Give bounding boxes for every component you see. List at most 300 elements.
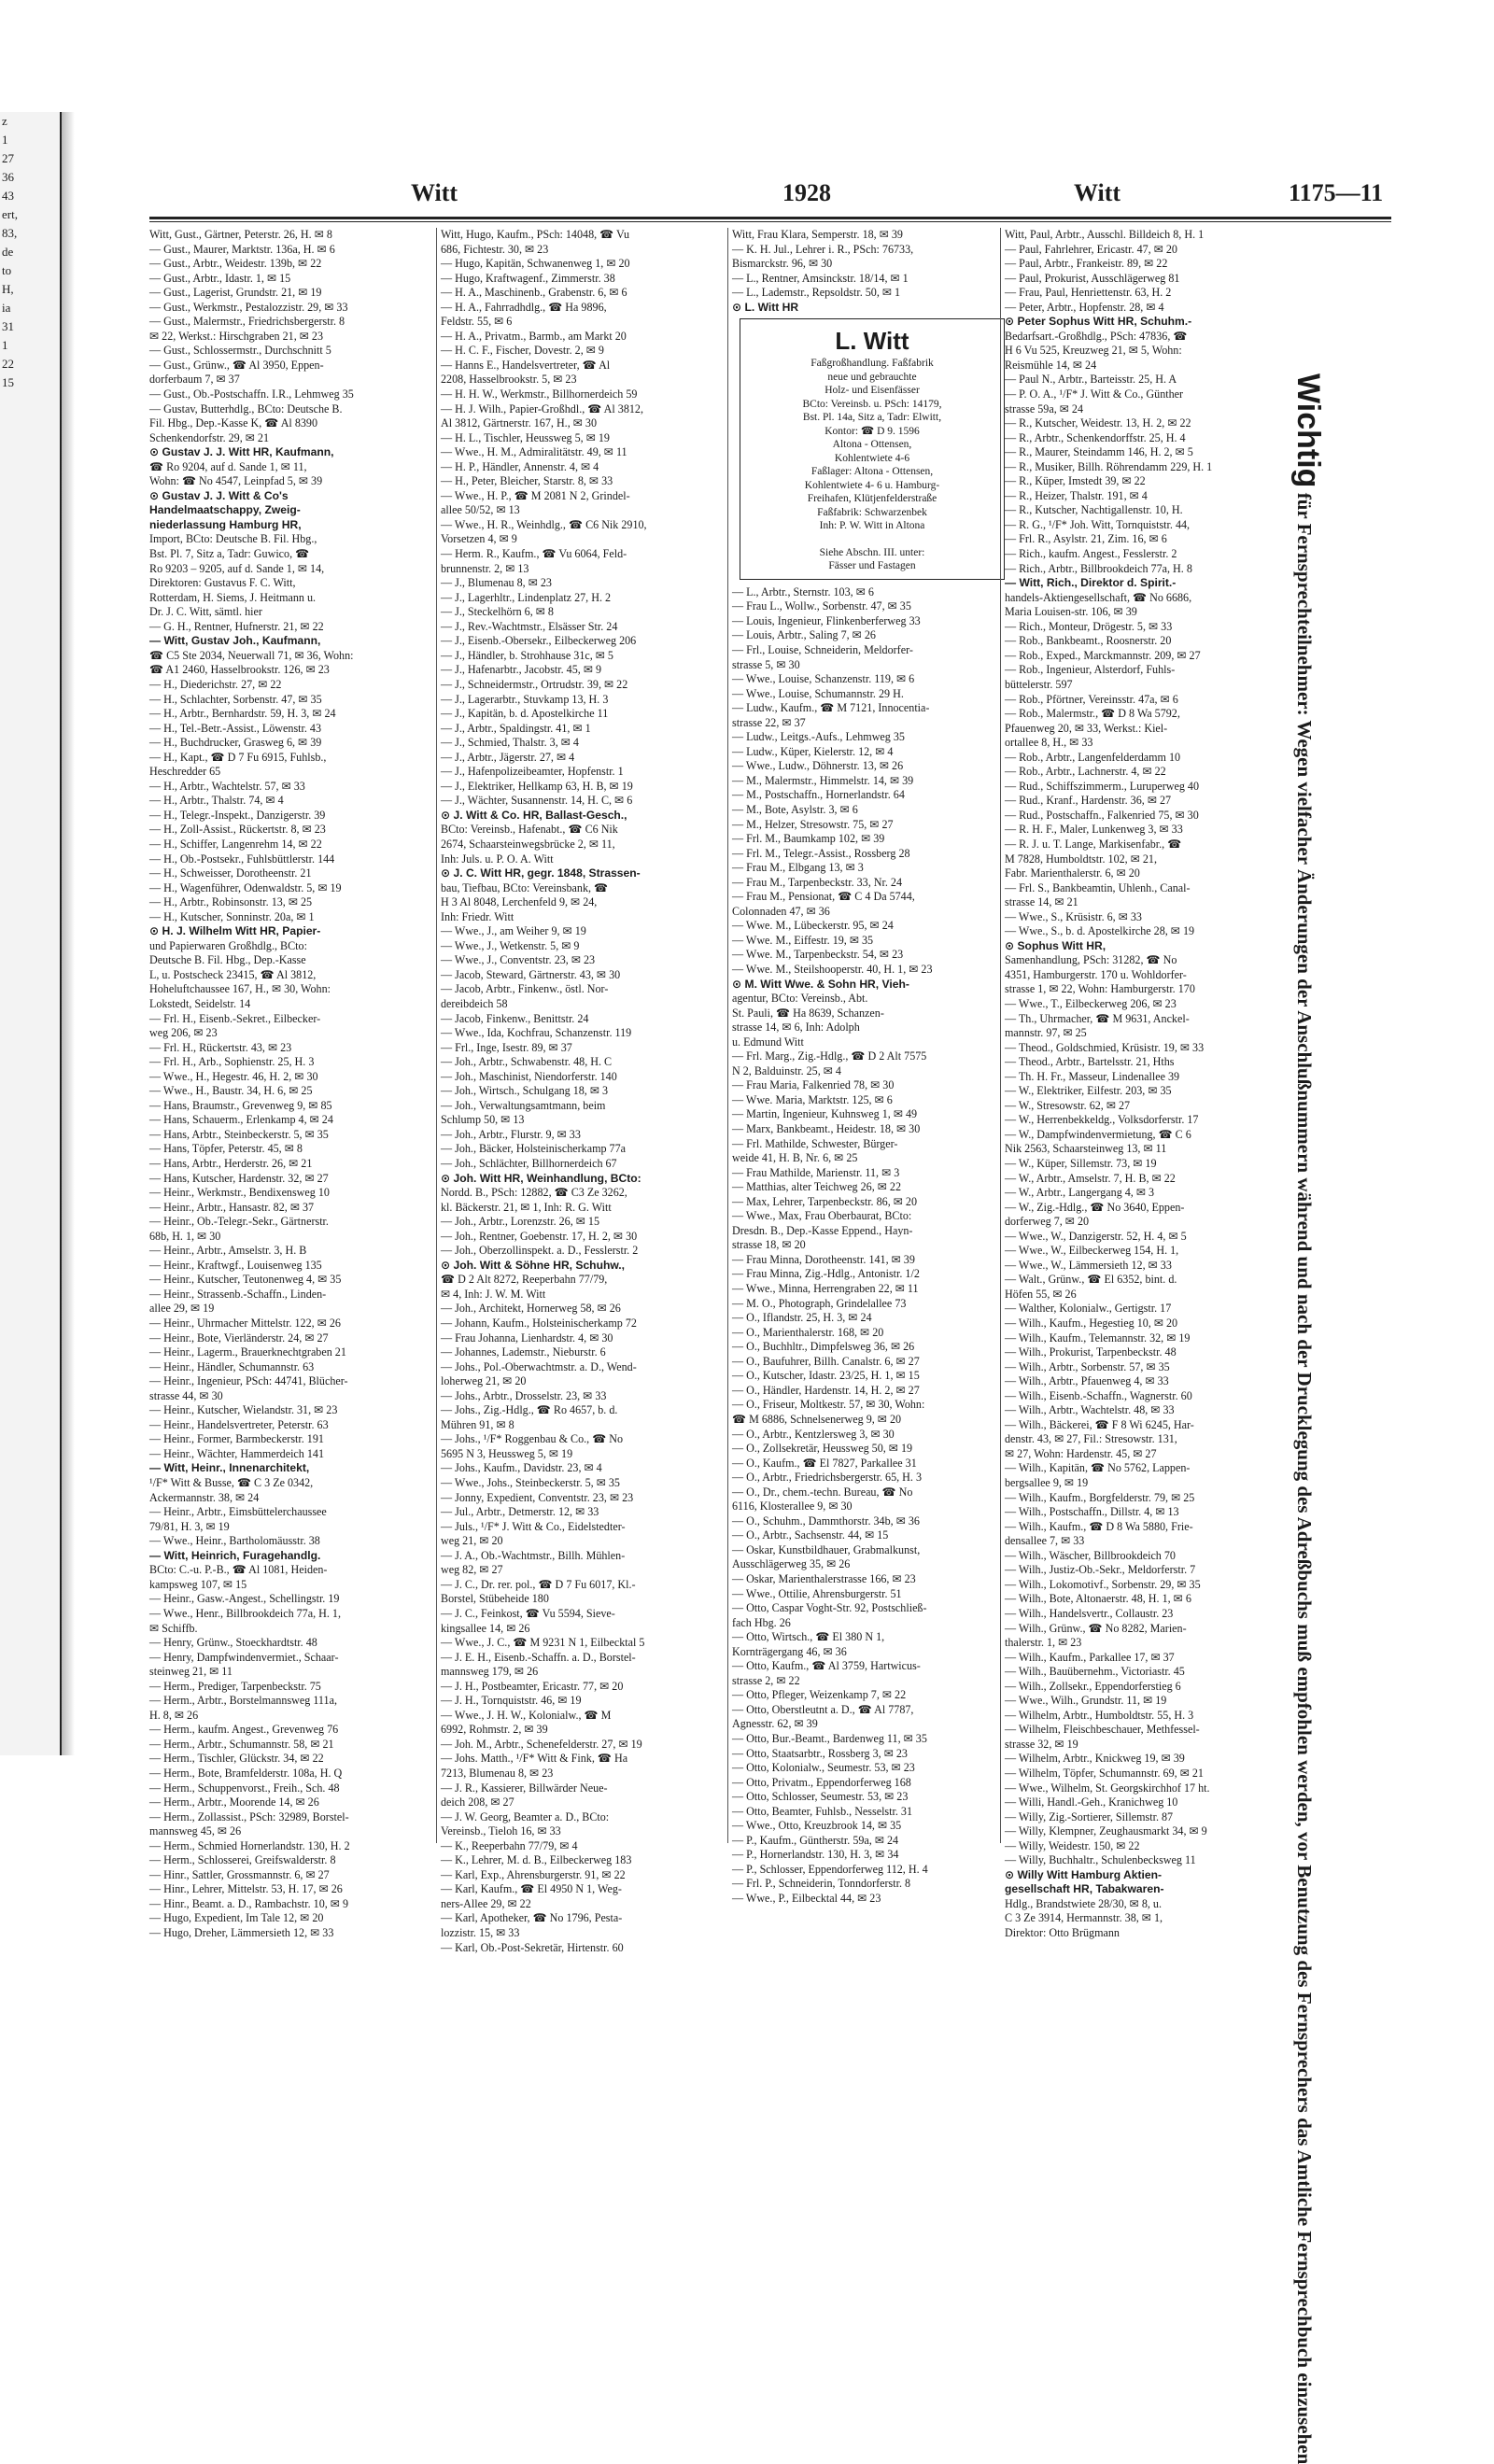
directory-entry: — Johs., Arbtr., Drosselstr. 23, ✉ 33 <box>441 1388 607 1402</box>
directory-entry: — L., Rentner, Amsinckstr. 18/14, ✉ 1 <box>732 271 909 285</box>
directory-entry: — W., Stresowstr. 62, ✉ 27 <box>1005 1098 1131 1112</box>
directory-entry: — G. H., Rentner, Hufnerstr. 21, ✉ 22 <box>149 619 324 633</box>
directory-entry: 68b, H. 1, ✉ 30 <box>149 1229 221 1243</box>
directory-entry: — Heinr., Kutscher, Wielandstr. 31, ✉ 23 <box>149 1403 338 1417</box>
directory-entry: — Wwe., Johs., Steinbeckerstr. 5, ✉ 35 <box>441 1476 620 1490</box>
directory-entry: — Wilh., Prokurist, Tarpenbeckstr. 48 <box>1005 1345 1177 1359</box>
directory-entry: — R., Küper, Imstedt 39, ✉ 22 <box>1005 474 1146 488</box>
header-rule-thin <box>149 221 1391 222</box>
running-header <box>411 179 1391 217</box>
directory-entry: — Herm., Arbtr., Borstelmannsweg 111a, <box>149 1694 337 1708</box>
directory-entry: — Otto, Beamter, Fuhlsb., Nesselstr. 31 <box>732 1804 913 1818</box>
advertisement-line: Faßfabrik: Schwarzenbek <box>817 506 927 518</box>
directory-entry: — H., Schweisser, Dorotheenstr. 21 <box>149 866 312 880</box>
directory-entry: — J. H., Postbeamter, Ericastr. 77, ✉ 20 <box>441 1679 624 1693</box>
directory-entry: — Heinr., Ingenieur, PSch: 44741, Blücher- <box>149 1374 348 1388</box>
directory-entry: — O., Dr., chem.-techn. Bureau, ☎ No <box>732 1485 913 1499</box>
directory-entry: — Johs., Pol.-Oberwachtmstr. a. D., Wend- <box>441 1359 637 1373</box>
directory-entry: — Wwe., P., Eilbecktal 44, ✉ 23 <box>732 1892 881 1905</box>
directory-entry: fach Hbg. 26 <box>732 1615 791 1629</box>
directory-entry: — W., Arbtr., Amselstr. 7, H. B, ✉ 22 <box>1005 1171 1176 1185</box>
directory-entry: H. 8, ✉ 26 <box>149 1708 199 1722</box>
directory-entry: — Gust., Schlossermstr., Durchschnitt 5 <box>149 344 331 358</box>
directory-entry: — Joh., Arbtr., Lorenzstr. 26, ✉ 15 <box>441 1215 600 1229</box>
directory-entry: — Heinr., Handelsvertreter, Peterstr. 63 <box>149 1417 329 1431</box>
side-notice <box>1290 373 1326 2464</box>
directory-entry: — O., Buchhltr., Dimpfelsweg 36, ✉ 26 <box>732 1340 915 1354</box>
left-page-fragment: z <box>2 114 7 128</box>
directory-entry: — Gust., Lagerist, Grundstr. 21, ✉ 19 <box>149 286 322 300</box>
directory-entry: — Gust., Werkmstr., Pestalozzistr. 29, ✉ 33 <box>149 300 348 314</box>
directory-entry: — R., Arbtr., Schenkendorffstr. 25, H. 4 <box>1005 430 1186 444</box>
directory-entry: kingsallee 14, ✉ 26 <box>441 1621 530 1635</box>
directory-entry: — Frl. M., Telegr.-Assist., Rossberg 28 <box>732 846 910 860</box>
directory-entry: ✉ 22, Werkst.: Hirschgraben 21, ✉ 23 <box>149 329 323 343</box>
directory-entry: — R., Kutscher, Nachtigallenstr. 10, H. <box>1005 503 1183 517</box>
directory-entry: — Wwe. M., Eiffestr. 19, ✉ 35 <box>732 933 874 947</box>
directory-entry: — Rob., Arbtr., Lachnerstr. 4, ✉ 22 <box>1005 765 1166 779</box>
directory-entry: strasse 32, ✉ 19 <box>1005 1737 1078 1751</box>
directory-entry: — Joh., Maschinist, Niendorferstr. 140 <box>441 1069 617 1083</box>
directory-entry: Witt, Frau Klara, Semperstr. 18, ✉ 39 <box>732 228 903 241</box>
directory-entry: — Wwe., J. C., ☎ M 9231 N 1, Eilbecktal 5 <box>441 1636 645 1650</box>
directory-entry: — Frau, Paul, Henriettenstr. 63, H. 2 <box>1005 286 1172 300</box>
directory-entry: Reismühle 14, ✉ 24 <box>1005 358 1097 372</box>
directory-entry: Al 3812, Gärtnerstr. 167, H., ✉ 30 <box>441 416 597 430</box>
directory-entry: — Wwe. Maria, Marktstr. 125, ✉ 6 <box>732 1092 893 1106</box>
directory-entry: — H. J. Wilh., Papier-Großhdl., ☎ Al 3812, <box>441 401 644 415</box>
directory-entry: — H. H. W., Werkmstr., Billhornerdeich 59 <box>441 387 638 401</box>
advertisement-line: Freihafen, Klütjenfelderstraße <box>807 493 937 505</box>
directory-entry: Ausschlägerweg 35, ✉ 26 <box>732 1557 851 1571</box>
directory-entry: — O., Marienthalerstr. 168, ✉ 20 <box>732 1325 884 1339</box>
directory-entry: — Otto, Kolonialw., Seumestr. 53, ✉ 23 <box>732 1761 915 1775</box>
directory-entry: ⊙ J. Witt & Co. HR, Ballast-Gesch., <box>441 808 627 822</box>
directory-entry: — H., Arbtr., Thalstr. 74, ✉ 4 <box>149 794 284 808</box>
directory-entry: — O., Schuhm., Dammthorstr. 34b, ✉ 36 <box>732 1514 920 1528</box>
directory-entry: — Hans, Schauerm., Erlenkamp 4, ✉ 24 <box>149 1113 333 1127</box>
directory-entry: — Wilh., Eisenb.-Schaffn., Wagnerstr. 60 <box>1005 1388 1192 1402</box>
directory-entry: — Wwe., S., b. d. Apostelkirche 28, ✉ 19 <box>1005 924 1195 938</box>
directory-entry: Dresdn. B., Dep.-Kasse Eppend., Hayn- <box>732 1223 913 1237</box>
column-4 <box>1005 228 1285 1939</box>
directory-entry: — Jacob, Arbtr., Finkenw., östl. Nor- <box>441 982 609 996</box>
book-spine <box>62 112 75 1755</box>
directory-entry: — Gust., Arbtr., Weidestr. 139b, ✉ 22 <box>149 257 322 271</box>
directory-entry: BCto: C.-u. P.-B., ☎ Al 1081, Heiden- <box>149 1563 328 1577</box>
advertisement-box <box>740 318 1005 580</box>
header-rule <box>149 217 1391 219</box>
directory-entry: — J., Lagerarbtr., Stuvkamp 13, H. 3 <box>441 692 609 706</box>
directory-entry: — Gustav, Butterhdlg., BCto: Deutsche B. <box>149 401 343 415</box>
directory-entry: — Otto, Pfleger, Weizenkamp 7, ✉ 22 <box>732 1688 907 1702</box>
directory-page <box>93 103 1410 1954</box>
directory-entry: — J. E. H., Eisenb.-Schaffn. a. D., Borstel- <box>441 1650 636 1664</box>
directory-entry: — O., Iflandstr. 25, H. 3, ✉ 24 <box>732 1311 872 1325</box>
directory-entry: — Johann, Kaufm., Holsteinischerkamp 72 <box>441 1316 637 1331</box>
directory-entry: — Joh., Wirtsch., Schulgang 18, ✉ 3 <box>441 1084 609 1098</box>
directory-entry: — Wwe., T., Eilbeckerweg 206, ✉ 23 <box>1005 996 1177 1010</box>
directory-entry: — M., Malermstr., Himmelstr. 14, ✉ 39 <box>732 773 914 787</box>
directory-entry: strasse 2, ✉ 22 <box>732 1673 800 1687</box>
directory-entry: — Wwe., Wilhelm, St. Georgskirchhof 17 ht. <box>1005 1781 1210 1795</box>
left-page-fragment: 27 <box>2 151 14 165</box>
directory-entry: — Joh., Arbtr., Flurstr. 9, ✉ 33 <box>441 1127 581 1141</box>
directory-entry: — H., Diederichstr. 27, ✉ 22 <box>149 677 282 691</box>
directory-entry: ⊙ J. C. Witt HR, gegr. 1848, Strassen- <box>441 866 641 880</box>
directory-entry: mannsweg 179, ✉ 26 <box>441 1665 539 1679</box>
directory-entry: — M., Postschaffn., Hornerlandstr. 64 <box>732 788 905 802</box>
directory-entry: — Heinr., Uhrmacher Mittelstr. 122, ✉ 26 <box>149 1316 341 1331</box>
directory-entry: — Louis, Ingenieur, Flinkenberferweg 33 <box>732 613 921 627</box>
directory-entry: — Otto, Wirtsch., ☎ El 380 N 1, <box>732 1630 885 1644</box>
directory-entry: — R. J. u. T. Lange, Markisenfabr., ☎ <box>1005 837 1182 851</box>
directory-entry: 4351, Hamburgerstr. 170 u. Wohldorfer- <box>1005 967 1187 981</box>
directory-entry: — H. P., Händler, Annenstr. 4, ✉ 4 <box>441 459 599 473</box>
directory-entry: — Willy, Weidestr. 150, ✉ 22 <box>1005 1838 1140 1852</box>
directory-entry: — O., Kaufm., ☎ El 7827, Parkallee 31 <box>732 1456 917 1470</box>
directory-entry: — Marx, Bankbeamt., Heidestr. 18, ✉ 30 <box>732 1122 921 1136</box>
directory-entry: — Hans, Arbtr., Steinbeckerstr. 5, ✉ 35 <box>149 1127 329 1141</box>
directory-entry: — Joh., Rentner, Goebenstr. 17, H. 2, ✉ 30 <box>441 1229 638 1243</box>
directory-entry: — Wilh., Arbtr., Wachtelstr. 48, ✉ 33 <box>1005 1403 1175 1417</box>
directory-entry: — Wwe., J., Conventstr. 23, ✉ 23 <box>441 953 596 967</box>
directory-entry: — Hans, Arbtr., Herderstr. 26, ✉ 21 <box>149 1157 313 1170</box>
directory-entry: — Karl, Ob.-Post-Sekretär, Hirtenstr. 60 <box>441 1940 624 1954</box>
directory-entry: — L., Lademstr., Repsoldstr. 50, ✉ 1 <box>732 286 901 300</box>
directory-entry: — R., Heizer, Thalstr. 191, ✉ 4 <box>1005 488 1148 502</box>
left-page-fragment: de <box>2 245 14 259</box>
directory-entry: — Frau M., Pensionat, ☎ C 4 Da 5744, <box>732 890 915 904</box>
directory-entry: — Heinr., Kraftwgf., Louisenweg 135 <box>149 1258 322 1272</box>
directory-entry: M 7828, Humboldtstr. 102, ✉ 21, <box>1005 852 1157 866</box>
directory-entry: L, u. Postscheck 23415, ☎ Al 3812, <box>149 967 317 981</box>
directory-entry: — Johs., Kaufm., Davidstr. 23, ✉ 4 <box>441 1461 602 1475</box>
directory-entry: — Heinr., Arbtr., Hansastr. 82, ✉ 37 <box>149 1200 315 1214</box>
directory-entry: — Herm., Arbtr., Moorende 14, ✉ 26 <box>149 1795 319 1809</box>
directory-entry: Fil. Hbg., Dep.-Kasse K, ☎ Al 8390 <box>149 416 318 430</box>
directory-entry: — Gust., Arbtr., Idastr. 1, ✉ 15 <box>149 271 291 285</box>
directory-entry: — Joh., Bäcker, Holsteinischerkamp 77a <box>441 1142 627 1156</box>
directory-entry: — Herm., Zollassist., PSch: 32989, Borstel- <box>149 1809 349 1823</box>
directory-entry: — Wilh., Postschaffn., Dillstr. 4, ✉ 13 <box>1005 1505 1179 1519</box>
directory-entry: — Wwe., Ida, Kochfrau, Schanzenstr. 119 <box>441 1026 632 1040</box>
directory-entry: — Otto, Caspar Voght-Str. 92, Postschließ- <box>732 1601 927 1615</box>
left-page-fragment: 36 <box>2 170 14 184</box>
directory-entry: — Hugo, Dreher, Lämmersieth 12, ✉ 33 <box>149 1925 334 1939</box>
directory-entry: gesellschaft HR, Tabakwaren- <box>1005 1882 1164 1896</box>
directory-entry: — Wwe., H. P., ☎ M 2081 N 2, Grindel- <box>441 488 630 502</box>
directory-entry: — Wwe. M., Tarpenbeckstr. 54, ✉ 23 <box>732 948 904 962</box>
directory-entry: — L., Arbtr., Sternstr. 103, ✉ 6 <box>732 584 874 598</box>
directory-entry: — Frl. Marg., Zig.-Hdlg., ☎ D 2 Alt 7575 <box>732 1049 927 1063</box>
directory-entry: — Wwe., Henr., Billbrookdeich 77a, H. 1, <box>149 1606 341 1620</box>
directory-entry: — H., Wagenführer, Odenwaldstr. 5, ✉ 19 <box>149 880 342 894</box>
directory-entry: — Wwe., J. H. W., Kolonialw., ☎ M <box>441 1708 612 1722</box>
advertisement-line: Altona - Ottensen, <box>832 439 912 451</box>
directory-entry: Lokstedt, Seidelstr. 14 <box>149 996 251 1010</box>
directory-entry: — Louis, Arbtr., Saling 7, ✉ 26 <box>732 628 876 642</box>
directory-entry: — Wilh., Kapitän, ☎ No 5762, Lappen- <box>1005 1461 1191 1475</box>
directory-entry: — H., Arbtr., Bernhardstr. 59, H. 3, ✉ 24 <box>149 707 336 721</box>
left-page-fragment: H, <box>2 282 14 296</box>
directory-entry: — H., Tel.-Betr.-Assist., Löwenstr. 43 <box>149 721 322 735</box>
directory-entry: — P., Schlosser, Eppendorferweg 112, H. 4 <box>732 1862 928 1876</box>
directory-entry: — Joh., Oberzollinspekt. a. D., Fesslerstr. 2 <box>441 1244 639 1258</box>
directory-entry: lozzistr. 15, ✉ 33 <box>441 1925 520 1939</box>
directory-entry: — Rud., Postschaffn., Falkenried 75, ✉ 30 <box>1005 808 1199 822</box>
directory-entry: — J., Blumenau 8, ✉ 23 <box>441 576 552 590</box>
directory-entry: — O., Arbtr., Friedrichsbergerstr. 65, H. 3 <box>732 1471 922 1485</box>
directory-entry: — Gust., Maurer, Marktstr. 136a, H. ✉ 6 <box>149 242 335 256</box>
directory-entry: — Wwe. M., Steilshooperstr. 40, H. 1, ✉ 23 <box>732 963 933 976</box>
directory-entry: strasse 14, ✉ 6, Inh: Adolph <box>732 1021 860 1035</box>
directory-entry: 686, Fichtestr. 30, ✉ 23 <box>441 242 549 256</box>
column-3 <box>732 228 1012 1905</box>
directory-entry: dorferbaum 7, ✉ 37 <box>149 373 240 387</box>
directory-entry: — M. O., Photograph, Grindelallee 73 <box>732 1296 907 1310</box>
directory-entry: — Paul N., Arbtr., Barteisstr. 25, H. A <box>1005 373 1177 387</box>
directory-entry: — Witt, Gustav Joh., Kaufmann, <box>149 634 321 648</box>
directory-entry: Hdlg., Brandstwiete 28/30, ✉ 8, u. <box>1005 1896 1163 1910</box>
directory-entry: — Theod., Goldschmied, Krüsistr. 19, ✉ 33 <box>1005 1040 1205 1054</box>
directory-entry: mannstr. 97, ✉ 25 <box>1005 1026 1087 1040</box>
directory-entry: ⊙ Joh. Witt HR, Weinhandlung, BCto: <box>441 1171 641 1185</box>
directory-entry: — Jacob, Finkenw., Benittstr. 24 <box>441 1011 589 1025</box>
directory-entry: — Wilh., Arbtr., Sorbenstr. 57, ✉ 35 <box>1005 1359 1170 1373</box>
directory-entry: ☎ D 2 Alt 8272, Reeperbahn 77/79, <box>441 1273 608 1287</box>
directory-entry: Fabr. Marienthalerstr. 6, ✉ 20 <box>1005 866 1140 880</box>
left-page-fragment: to <box>2 263 12 277</box>
directory-entry: — J., Hafenarbtr., Jacobstr. 45, ✉ 9 <box>441 663 602 677</box>
directory-entry: Heschredder 65 <box>149 765 221 779</box>
directory-entry: — Otto, Kaufm., ☎ Al 3759, Hartwicus- <box>732 1659 921 1673</box>
directory-entry: — H., Kapt., ☎ D 7 Fu 6915, Fuhlsb., <box>149 750 327 764</box>
side-notice-lead: Wichtig <box>1290 373 1326 488</box>
directory-entry: St. Pauli, ☎ Ha 8639, Schanzen- <box>732 1006 884 1020</box>
directory-entry: Maria Louisen-str. 106, ✉ 39 <box>1005 605 1137 619</box>
directory-entry: — Frl. M., Baumkamp 102, ✉ 39 <box>732 832 885 846</box>
directory-entry: — Joh., Architekt, Hornerweg 58, ✉ 26 <box>441 1302 621 1316</box>
directory-entry: — Ludw., Leitgs.-Aufs., Lehmweg 35 <box>732 730 905 744</box>
directory-entry: — W., Elektriker, Eilfestr. 203, ✉ 35 <box>1005 1084 1172 1098</box>
directory-entry: kl. Bäckerstr. 21, ✉ 1, Inh: R. G. Witt <box>441 1200 612 1214</box>
directory-entry: — J., Elektriker, Hellkamp 63, H. B, ✉ 19 <box>441 779 633 793</box>
directory-entry: — Wilh., Grünw., ☎ No 8282, Marien- <box>1005 1621 1187 1635</box>
directory-entry: — Matthias, alter Teichweg 26, ✉ 22 <box>732 1180 902 1194</box>
advertisement-line: Kohlentwiete 4-6 <box>834 452 910 464</box>
directory-entry: ☎ A1 2460, Hasselbrookstr. 126, ✉ 23 <box>149 663 330 677</box>
directory-entry: ⊙ Peter Sophus Witt HR, Schuhm.- <box>1005 315 1192 329</box>
directory-entry: — Wilh., Kaufm., Hegestieg 10, ✉ 20 <box>1005 1316 1178 1331</box>
directory-entry: — Johs., Zig.-Hdlg., ☎ Ro 4657, b. d. <box>441 1403 618 1417</box>
directory-entry: Hoheluftchaussee 167, H., ✉ 30, Wohn: <box>149 982 331 996</box>
directory-entry: — Wilh., Bote, Altonaerstr. 48, H. 1, ✉ 6 <box>1005 1592 1191 1606</box>
directory-entry: — Heinr., Arbtr., Eimsbüttelerchaussee <box>149 1505 327 1519</box>
directory-entry: Direktoren: Gustavus F. C. Witt, <box>149 576 296 590</box>
directory-entry: — Herm., Arbtr., Schumannstr. 58, ✉ 21 <box>149 1737 334 1751</box>
column-divider <box>1000 228 1001 1843</box>
directory-entry: — H. C. F., Fischer, Dovestr. 2, ✉ 9 <box>441 344 604 358</box>
directory-entry: ⊙ Gustav J. J. Witt HR, Kaufmann, <box>149 445 334 459</box>
directory-entry: — Heinr., Lagerm., Brauerknechtgraben 21 <box>149 1345 346 1359</box>
left-page-fragment: 43 <box>2 189 14 203</box>
directory-entry: handels-Aktiengesellschaft, ☎ No 6686, <box>1005 590 1192 604</box>
directory-entry: ¹/F* Witt & Busse, ☎ C 3 Ze 0342, <box>149 1476 314 1490</box>
directory-entry: — J. W. Georg, Beamter a. D., BCto: <box>441 1809 610 1823</box>
directory-entry: — Jacob, Steward, Gärtnerstr. 43, ✉ 30 <box>441 967 621 981</box>
directory-entry: Dr. J. C. Witt, sämtl. hier <box>149 605 262 619</box>
directory-entry: — Hugo, Kapitän, Schwanenweg 1, ✉ 20 <box>441 257 630 271</box>
directory-entry: 7213, Blumenau 8, ✉ 23 <box>441 1766 554 1780</box>
directory-entry: — Rich., kaufm. Angest., Fesslerstr. 2 <box>1005 547 1177 561</box>
directory-entry: — H. A., Privatm., Barmb., am Markt 20 <box>441 329 627 343</box>
directory-entry: — J. A., Ob.-Wachtmstr., Billh. Mühlen- <box>441 1548 626 1562</box>
directory-entry: — H., Schlachter, Sorbenstr. 47, ✉ 35 <box>149 692 322 706</box>
directory-entry: — Henry, Dampfwindenvermiet., Schaar- <box>149 1650 339 1664</box>
left-page-fragment: 1 <box>2 133 8 147</box>
directory-entry: Inh: Juls. u. P. O. A. Witt <box>441 852 554 866</box>
directory-entry: Ro 9203 – 9205, auf d. Sande 1, ✉ 14, <box>149 561 325 575</box>
column-divider <box>727 228 728 1843</box>
directory-entry: — O., Arbtr., Kentzlersweg 3, ✉ 30 <box>732 1427 895 1441</box>
directory-entry: — Hanns E., Handelsvertreter, ☎ Al <box>441 358 611 372</box>
directory-entry: — Herm., Prediger, Tarpenbeckstr. 75 <box>149 1679 321 1693</box>
directory-entry: — W., Herrenbekkeldg., Volksdorferstr. 17 <box>1005 1113 1199 1127</box>
directory-entry: — Joh., Verwaltungsamtmann, beim <box>441 1098 606 1112</box>
directory-entry: H 3 Al 8048, Lerchenfeld 9, ✉ 24, <box>441 895 598 909</box>
directory-entry: — Juls., ¹/F* J. Witt & Co., Eidelstedter- <box>441 1519 626 1533</box>
header-year: 1928 <box>782 179 831 206</box>
directory-entry: — K., Lehrer, M. d. B., Eilbeckerweg 183 <box>441 1853 632 1867</box>
directory-entry: — Otto, Oberstleutnt a. D., ☎ Al 7787, <box>732 1702 914 1716</box>
directory-entry: — J., Wächter, Susannenstr. 14, H. C, ✉ 6 <box>441 794 633 808</box>
directory-entry: ⊙ Willy Witt Hamburg Aktien- <box>1005 1867 1163 1881</box>
directory-entry: — Th., Uhrmacher, ☎ M 9631, Anckel- <box>1005 1011 1190 1025</box>
directory-entry: — Wwe., W., Lämmersieth 12, ✉ 33 <box>1005 1258 1172 1272</box>
directory-entry: Handelmaatschappy, Zweig- <box>149 503 301 517</box>
advertisement-line: Siehe Abschn. III. unter: <box>819 546 925 558</box>
directory-entry: — Johs., ¹/F* Roggenbau & Co., ☎ No <box>441 1432 624 1446</box>
directory-entry: 2208, Hasselbrookstr. 5, ✉ 23 <box>441 373 577 387</box>
directory-entry: — Otto, Schlosser, Seumestr. 53, ✉ 23 <box>732 1790 909 1804</box>
directory-entry: — J., Steckelhörn 6, ✉ 8 <box>441 605 554 619</box>
directory-entry: — Willi, Handl.-Geh., Kranichweg 10 <box>1005 1795 1178 1809</box>
directory-entry: — O., Arbtr., Sachsenstr. 44, ✉ 15 <box>732 1528 889 1542</box>
directory-entry: — J., Hafenpolizeibeamter, Hopfenstr. 1 <box>441 765 624 779</box>
directory-entry: — Wwe., Wilh., Grundstr. 11, ✉ 19 <box>1005 1694 1167 1708</box>
advertisement-line: Faßgroßhandlung. Faßfabrik <box>810 358 934 370</box>
directory-entry: ⊙ Sophus Witt HR, <box>1005 938 1106 952</box>
directory-entry: — Oskar, Marienthalerstrasse 166, ✉ 23 <box>732 1571 916 1585</box>
directory-entry: strasse 1, ✉ 22, Wohn: Hamburgerstr. 170 <box>1005 982 1195 996</box>
directory-entry: — Hans, Kutscher, Hardenstr. 32, ✉ 27 <box>149 1171 329 1185</box>
directory-entry: Ackermannstr. 38, ✉ 24 <box>149 1490 260 1504</box>
directory-entry: — H., Ob.-Postsekr., Fuhlsbüttlerstr. 144 <box>149 852 335 866</box>
directory-entry: — Frau Minna, Dorotheenstr. 141, ✉ 39 <box>732 1252 915 1266</box>
directory-entry: Mühren 91, ✉ 8 <box>441 1417 514 1431</box>
directory-entry: — Joh. M., Arbtr., Schenefelderstr. 27, ✉ 19 <box>441 1737 642 1751</box>
directory-entry: — Hinr., Lehrer, Mittelstr. 53, H. 17, ✉ 26 <box>149 1882 343 1896</box>
directory-entry: — Wilh., Kaufm., ☎ D 8 Wa 5880, Frie- <box>1005 1519 1193 1533</box>
left-page-fragment: 22 <box>2 357 14 371</box>
header-page-number: 1175—11 <box>1289 179 1384 206</box>
directory-entry: — P., Kaufm., Güntherstr. 59a, ✉ 24 <box>732 1833 899 1847</box>
directory-entry: — Henry, Grünw., Stoeckhardtstr. 48 <box>149 1636 317 1650</box>
directory-entry: — Joh., Schlächter, Billhornerdeich 67 <box>441 1157 617 1170</box>
directory-entry: — Karl, Apotheker, ☎ No 1796, Pesta- <box>441 1911 623 1925</box>
directory-entry: steinweg 21, ✉ 11 <box>149 1665 233 1679</box>
directory-entry: — Otto, Staatsarbtr., Rossberg 3, ✉ 23 <box>732 1746 908 1760</box>
directory-entry: — Rud., Schiffszimmerm., Luruperweg 40 <box>1005 779 1200 793</box>
directory-entry: — J., Kapitän, b. d. Apostelkirche 11 <box>441 707 609 721</box>
directory-entry: — Otto, Bur.-Beamt., Bardenweg 11, ✉ 35 <box>732 1731 927 1745</box>
directory-entry: — J., Schmied, Thalstr. 3, ✉ 4 <box>441 736 579 750</box>
directory-entry: — J., Arbtr., Spaldingstr. 41, ✉ 1 <box>441 721 591 735</box>
left-page-fragment: 31 <box>2 319 14 333</box>
directory-entry: — Wwe., J., Wetkenstr. 5, ✉ 9 <box>441 938 580 952</box>
directory-entry: — Rob., Arbtr., Langenfelderdamm 10 <box>1005 750 1181 764</box>
advertisement-line <box>748 533 996 546</box>
directory-entry: — J. C., Dr. rer. pol., ☎ D 7 Fu 6017, Kl.- <box>441 1577 636 1591</box>
directory-entry: deich 208, ✉ 27 <box>441 1795 514 1809</box>
directory-entry: — Heinr., Wächter, Hammerdeich 141 <box>149 1446 325 1460</box>
directory-entry: — P. O. A., ¹/F* J. Witt & Co., Günther <box>1005 387 1184 401</box>
directory-entry: — R., Maurer, Steindamm 146, H. 2, ✉ 5 <box>1005 445 1193 459</box>
advertisement-line: Inh: P. W. Witt in Altona <box>819 520 925 532</box>
directory-entry: bergsallee 9, ✉ 19 <box>1005 1476 1089 1490</box>
directory-entry: — Wwe., W., Eilbeckerweg 154, H. 1, <box>1005 1244 1179 1258</box>
column-divider <box>436 228 437 1843</box>
directory-entry: — Gust., Ob.-Postschaffn. I.R., Lehmweg 35 <box>149 387 354 401</box>
directory-entry: ⊙ Gustav J. J. Witt & Co's <box>149 488 289 502</box>
directory-entry: denstr. 43, ✉ 27, Fil.: Stresowstr. 131, <box>1005 1432 1177 1446</box>
directory-entry: allee 50/52, ✉ 13 <box>441 503 520 517</box>
directory-entry: — Willy, Zig.-Sortierer, Sillemstr. 87 <box>1005 1809 1174 1823</box>
directory-entry: allee 29, ✉ 19 <box>149 1302 215 1316</box>
directory-entry: BCto: Vereinsb., Hafenabt., ☎ C6 Nik <box>441 823 618 837</box>
advertisement-line: Faßlager: Altona - Ottensen, <box>810 466 934 478</box>
directory-entry: Nordd. B., PSch: 12882, ☎ C3 Ze 3262, <box>441 1186 627 1200</box>
directory-entry: ✉ 27, Wohn: Hardenstr. 45, ✉ 27 <box>1005 1446 1157 1460</box>
directory-entry: — Witt, Heinrich, Furagehandlg. <box>149 1548 321 1562</box>
directory-entry: niederlassung Hamburg HR, <box>149 517 302 531</box>
directory-entry: — Walther, Kolonialw., Gertigstr. 17 <box>1005 1302 1172 1316</box>
directory-entry: mannsweg 45, ✉ 26 <box>149 1824 242 1838</box>
directory-entry: — Wwe., Otto, Kreuzbrook 14, ✉ 35 <box>732 1819 902 1833</box>
directory-entry: Schlump 50, ✉ 13 <box>441 1113 525 1127</box>
directory-entry: — H. L., Tischler, Heussweg 5, ✉ 19 <box>441 430 610 444</box>
directory-entry: — Frl. R., Asylstr. 21, Zim. 16, ✉ 6 <box>1005 532 1167 546</box>
directory-entry: und Papierwaren Großhdlg., BCto: <box>149 938 307 952</box>
directory-entry: — Jonny, Expedient, Conventstr. 23, ✉ 23 <box>441 1490 634 1504</box>
directory-entry: — J., Schneidermstr., Ortrudstr. 39, ✉ 22 <box>441 677 628 691</box>
directory-entry: Witt, Gust., Gärtner, Peterstr. 26, H. ✉ 8 <box>149 228 332 241</box>
directory-entry: — O., Händler, Hardenstr. 14, H. 2, ✉ 27 <box>732 1383 920 1397</box>
directory-entry: — P., Hornerlandstr. 130, H. 3, ✉ 34 <box>732 1848 899 1862</box>
left-page-fragment: ert, <box>2 207 18 221</box>
directory-entry: bau, Tiefbau, BCto: Vereinsbank, ☎ <box>441 880 609 894</box>
directory-entry: — Paul, Prokurist, Ausschlägerweg 81 <box>1005 271 1180 285</box>
directory-entry: — Frau Maria, Falkenried 78, ✉ 30 <box>732 1078 895 1092</box>
directory-entry: — Rich., Arbtr., Billbrookdeich 77a, H. 8 <box>1005 561 1192 575</box>
directory-entry: Deutsche B. Fil. Hbg., Dep.-Kasse <box>149 953 306 967</box>
directory-entry: — J. R., Kassierer, Billwärder Neue- <box>441 1781 608 1795</box>
directory-entry: — Rob., Pförtner, Vereinsstr. 47a, ✉ 6 <box>1005 692 1178 706</box>
directory-entry: strasse 18, ✉ 20 <box>732 1238 806 1252</box>
directory-entry: — Theod., Arbtr., Bartelsstr. 21, Hths <box>1005 1055 1175 1069</box>
directory-entry: — W., Zig.-Hdlg., ☎ No 3640, Eppen- <box>1005 1200 1185 1214</box>
